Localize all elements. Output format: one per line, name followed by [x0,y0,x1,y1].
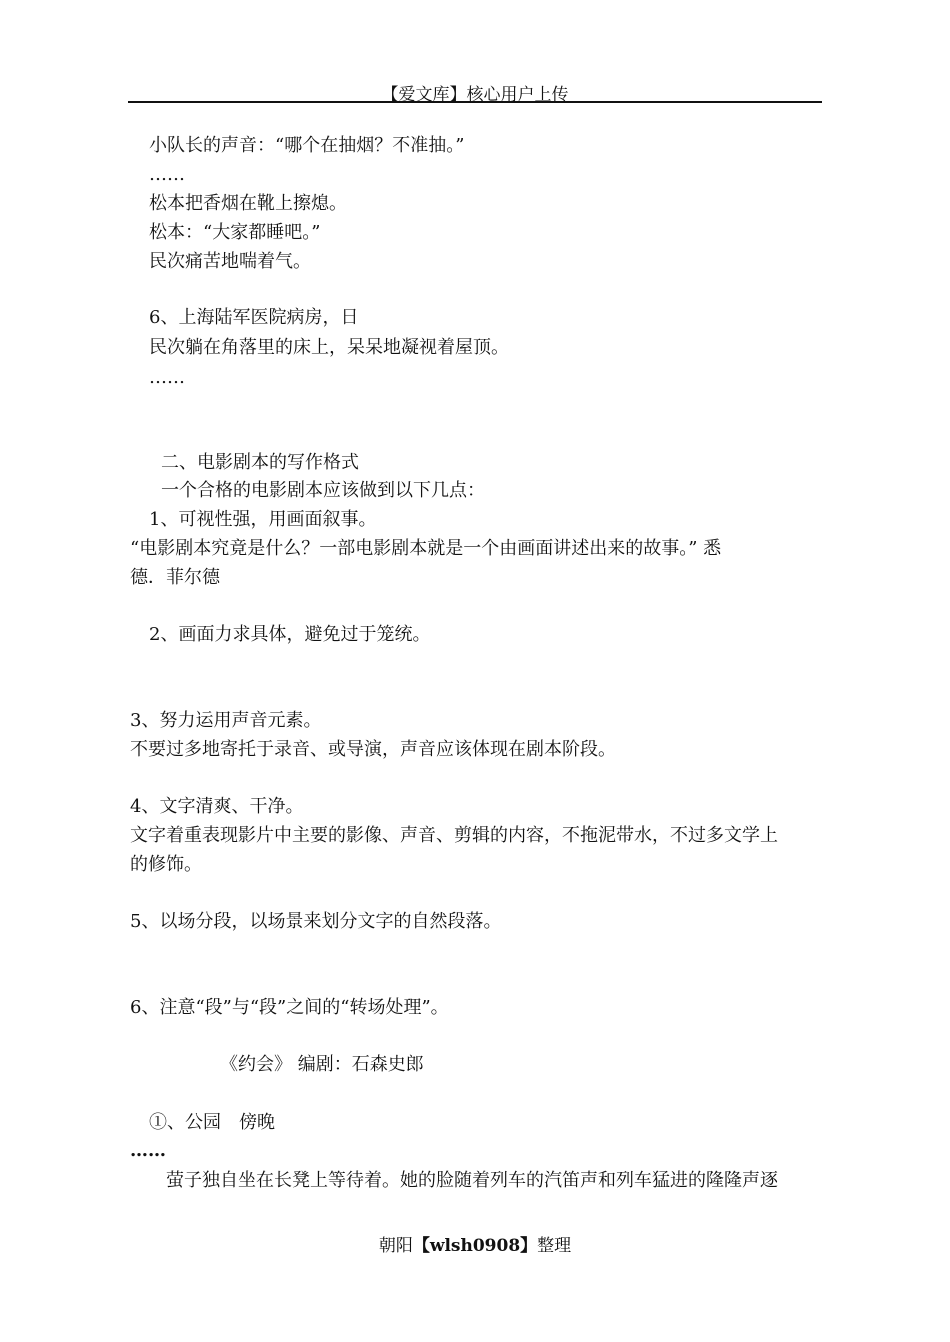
text-line: 一个合格的电影剧本应该做到以下几点： [161,480,485,501]
scene-heading: ①、公园 傍晚 [149,1112,275,1133]
footer-id: 【wlsh0908】 [412,1236,538,1256]
list-item: 3、努力运用声音元素。 [130,710,322,731]
text-line: 松本把香烟在靴上擦熄。 [149,193,347,214]
text-line: 民次痛苦地喘着气。 [149,251,311,272]
text-line: 萤子独自坐在长凳上等待着。她的脸随着列车的汽笛声和列车猛进的隆隆声逐 [166,1170,778,1191]
list-item: 4、文字清爽、干净。 [130,796,304,817]
quote-line: 德．菲尔德 [130,567,220,588]
script-title: 《约会》 编剧：石森史郎 [220,1054,424,1075]
text-line: 民次躺在角落里的床上，呆呆地凝视着屋顶。 [149,337,509,358]
quote-line: “电影剧本究竟是什么？一部电影剧本就是一个由画面讲述出来的故事。” 悉 [130,538,722,559]
list-item: 5、以场分段，以场景来划分文字的自然段落。 [130,911,502,932]
ellipsis-line: …… [149,367,185,388]
text-line: 小队长的声音：“哪个在抽烟？不准抽。” [149,135,465,156]
list-item: 1、可视性强，用画面叙事。 [149,509,377,530]
scene-heading: 6、上海陆军医院病房，日 [149,307,359,328]
text-line: 松本：“大家都睡吧。” [149,222,321,243]
page-footer [0,1231,950,1256]
footer-suffix: 整理 [537,1236,572,1256]
header-rule [128,101,822,103]
page-header: 【爱文库】核心用户上传 [381,85,569,105]
list-item: 6、注意“段”与“段”之间的“转场处理”。 [130,997,449,1018]
text-line: 不要过多地寄托于录音、或导演，声音应该体现在剧本阶段。 [130,739,616,760]
list-item: 2、画面力求具体，避免过于笼统。 [149,624,431,645]
footer-prefix: 朝阳 [378,1236,413,1256]
section-heading: 二、电影剧本的写作格式 [161,452,359,473]
ellipsis-line: …… [149,164,185,185]
text-line: 的修饰。 [130,854,202,875]
text-line: 文字着重表现影片中主要的影像、声音、剪辑的内容，不拖泥带水，不过多文学上 [130,825,778,846]
ellipsis-line: …… [130,1140,166,1161]
